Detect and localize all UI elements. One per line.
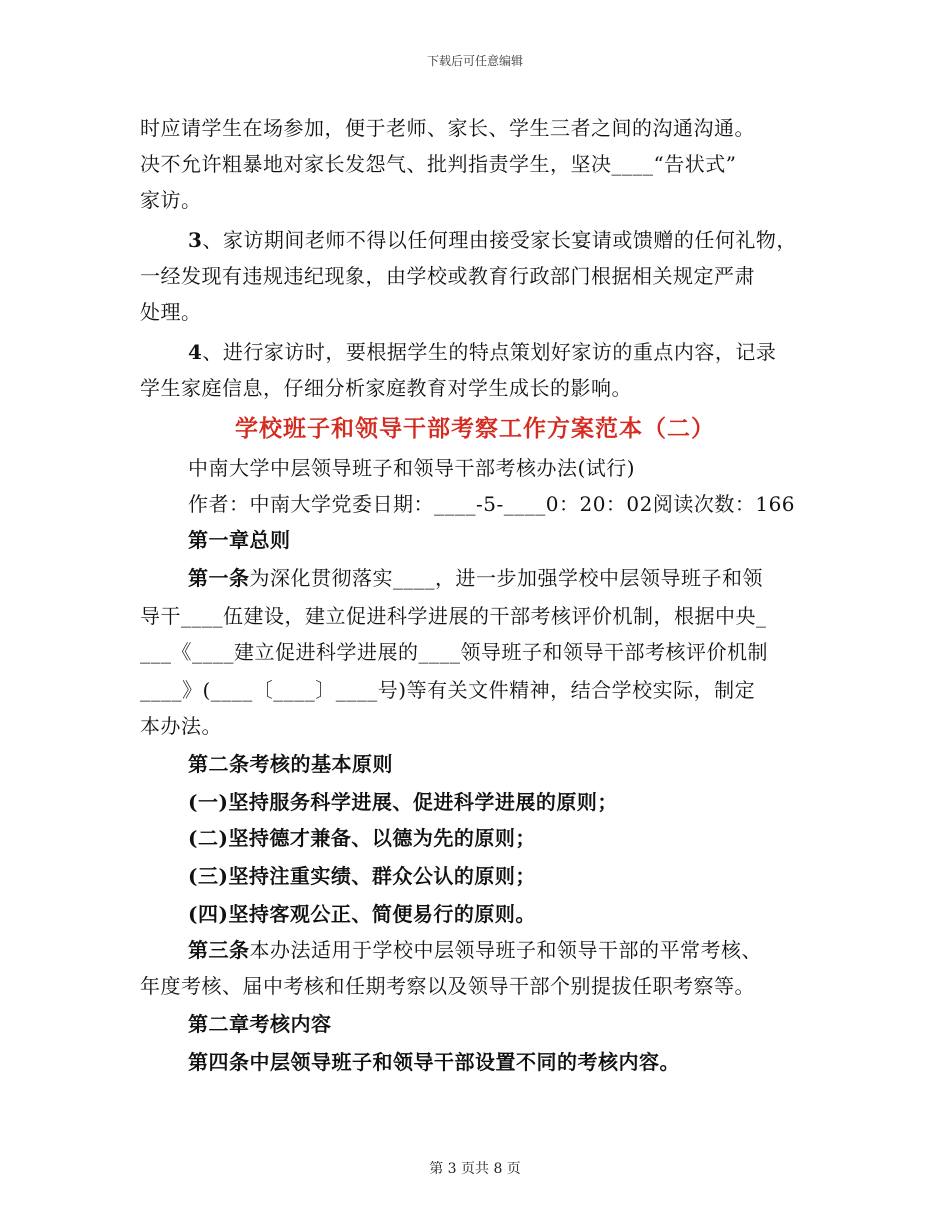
- article-3: [188, 938, 762, 962]
- document-subtitle: 中南大学中层领导班子和领导干部考核办法(试行): [188, 456, 636, 480]
- body-text: 为深化贯彻落实____，进一步加强学校中层领导班子和领: [249, 566, 763, 590]
- principle-item: (二)坚持德才兼备、以德为先的原则；: [188, 826, 536, 850]
- chapter-heading: 第一章总则: [188, 528, 291, 552]
- principle-item: (三)坚持注重实绩、群众公认的原则；: [188, 864, 536, 888]
- section-title: 学校班子和领导干部考察工作方案范本（二）: [235, 415, 715, 442]
- chapter-heading: 第二章考核内容: [188, 1012, 332, 1036]
- paragraph-3: [188, 228, 797, 252]
- principle-item: (四)坚持客观公正、简便易行的原则。: [188, 902, 536, 926]
- body-text: 、进行家访时，要根据学生的特点策划好家访的重点内容，记录: [202, 340, 777, 364]
- body-line: 一经发现有违规违纪现象，由学校或教育行政部门根据相关规定严肃: [140, 264, 755, 288]
- body-line: 导干____伍建设，建立促进科学进展的干部考核评价机制，根据中央_: [140, 604, 767, 628]
- article-label: 第三条: [188, 938, 250, 962]
- body-line: 处理。: [140, 300, 202, 324]
- list-number: 3: [188, 228, 203, 252]
- article-4-heading: 第四条中层领导班子和领导干部设置不同的考核内容。: [188, 1050, 680, 1074]
- body-line: ____》(____〔____〕____号)等有关文件精神，结合学校实际，制定: [140, 678, 756, 702]
- body-line: 决不允许粗暴地对家长发怨气、批判指责学生，坚决____“告状式”: [140, 152, 737, 176]
- page-header: 下载后可任意编辑: [426, 54, 523, 68]
- body-line: ___《____建立促进科学进展的____领导班子和领导干部考核评价机制: [140, 640, 768, 664]
- body-line: 时应请学生在场参加，便于老师、家长、学生三者之间的沟通沟通。: [140, 116, 755, 140]
- body-line: 年度考核、届中考核和任期考察以及领导干部个别提拔任职考察等。: [140, 974, 755, 998]
- author-line: 作者：中南大学党委日期：____-5-____0：20：02阅读次数：166: [188, 492, 796, 516]
- body-line: 家访。: [140, 188, 202, 212]
- body-line: 学生家庭信息，仔细分析家庭教育对学生成长的影响。: [140, 376, 632, 400]
- page-footer: 第 3 页共 8 页: [429, 1161, 521, 1177]
- article-1: [188, 566, 763, 590]
- body-text: 、家访期间老师不得以任何理由接受家长宴请或馈赠的任何礼物，: [202, 228, 797, 252]
- body-line: 本办法。: [140, 714, 222, 738]
- list-number: 4: [188, 340, 203, 364]
- paragraph-4: [188, 340, 776, 364]
- article-2-heading: 第二条考核的基本原则: [188, 752, 393, 776]
- article-label: 第一条: [188, 566, 250, 590]
- principle-item: (一)坚持服务科学进展、促进科学进展的原则；: [188, 790, 618, 814]
- body-text: 本办法适用于学校中层领导班子和领导干部的平常考核、: [249, 938, 762, 962]
